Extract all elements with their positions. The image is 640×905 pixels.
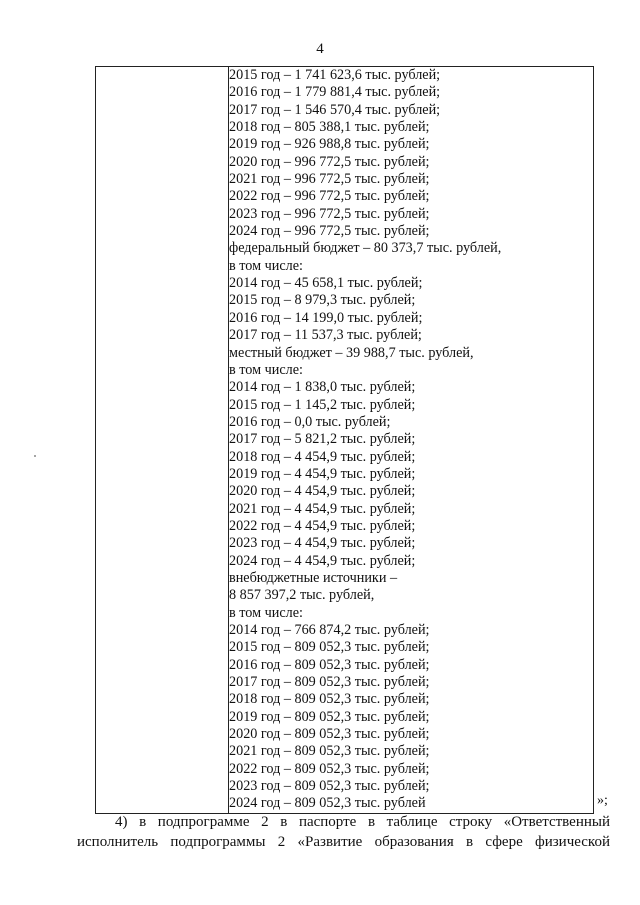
funding-line: 2015 год – 809 052,3 тыс. рублей; [229,639,430,656]
funding-line: 2021 год – 4 454,9 тыс. рублей; [229,500,416,517]
passport-table [95,66,594,814]
funding-line: 2017 год – 809 052,3 тыс. рублей; [229,674,430,691]
funding-line: 2023 год – 809 052,3 тыс. рублей; [229,778,430,795]
funding-line: федеральный бюджет – 80 373,7 тыс. рублей, [229,240,502,257]
funding-line: 8 857 397,2 тыс. рублей, [229,587,375,604]
body-paragraph-line-2: исполнитель подпрограммы 2 «Развитие образования в сфере физической [77,834,610,850]
funding-line: 2015 год – 1 145,2 тыс. рублей; [229,396,416,413]
funding-line: 2023 год – 4 454,9 тыс. рублей; [229,535,416,552]
funding-line: 2020 год – 4 454,9 тыс. рублей; [229,483,416,500]
body-paragraph-line-1: 4) в подпрограмме 2 в паспорте в таблице строку «Ответственный [115,814,610,830]
funding-line: 2020 год – 809 052,3 тыс. рублей; [229,726,430,743]
funding-line: 2018 год – 805 388,1 тыс. рублей; [229,119,430,136]
funding-lines [229,67,593,813]
funding-line: 2020 год – 996 772,5 тыс. рублей; [229,153,430,170]
funding-line: 2022 год – 996 772,5 тыс. рублей; [229,188,430,205]
funding-line: 2024 год – 4 454,9 тыс. рублей; [229,552,416,569]
funding-line: 2016 год – 0,0 тыс. рублей; [229,413,391,430]
funding-line: в том числе: [229,604,303,621]
funding-line: в том числе: [229,361,303,378]
funding-line: 2014 год – 1 838,0 тыс. рублей; [229,379,416,396]
funding-line: 2017 год – 1 546 570,4 тыс. рублей; [229,101,441,118]
funding-line: 2014 год – 766 874,2 тыс. рублей; [229,622,430,638]
funding-line: 2019 год – 809 052,3 тыс. рублей; [229,708,430,725]
page-number: 4 [316,41,324,57]
funding-line: 2024 год – 996 772,5 тыс. рублей; [229,223,430,240]
table-cell-label [96,67,229,814]
table-row [96,67,594,814]
funding-line: 2018 год – 809 052,3 тыс. рублей; [229,691,430,708]
funding-line: 2015 год – 1 741 623,6 тыс. рублей; [229,67,441,83]
funding-line: 2022 год – 4 454,9 тыс. рублей; [229,517,416,534]
funding-line: 2024 год – 809 052,3 тыс. рублей [229,795,426,812]
funding-line: 2016 год – 14 199,0 тыс. рублей; [229,309,423,326]
funding-line: внебюджетные источники – [229,569,398,586]
funding-line: 2015 год – 8 979,3 тыс. рублей; [229,292,416,309]
funding-line: 2017 год – 5 821,2 тыс. рублей; [229,431,416,448]
funding-line: местный бюджет – 39 988,7 тыс. рублей, [229,344,474,361]
funding-line: в том числе: [229,257,303,274]
funding-line: 2021 год – 809 052,3 тыс. рублей; [229,743,430,760]
scan-speck [34,455,36,457]
row-terminator: »; [597,793,608,808]
funding-line: 2019 год – 926 988,8 тыс. рублей; [229,136,430,153]
funding-line: 2021 год – 996 772,5 тыс. рублей; [229,171,430,188]
funding-line: 2016 год – 809 052,3 тыс. рублей; [229,656,430,673]
funding-line: 2022 год – 809 052,3 тыс. рублей; [229,760,430,777]
funding-line: 2017 год – 11 537,3 тыс. рублей; [229,327,422,344]
table-cell-funding [229,67,594,814]
funding-line: 2014 год – 45 658,1 тыс. рублей; [229,275,423,292]
funding-line: 2023 год – 996 772,5 тыс. рублей; [229,205,430,222]
funding-line: 2019 год – 4 454,9 тыс. рублей; [229,465,416,482]
funding-line: 2018 год – 4 454,9 тыс. рублей; [229,448,416,465]
funding-line: 2016 год – 1 779 881,4 тыс. рублей; [229,84,441,101]
